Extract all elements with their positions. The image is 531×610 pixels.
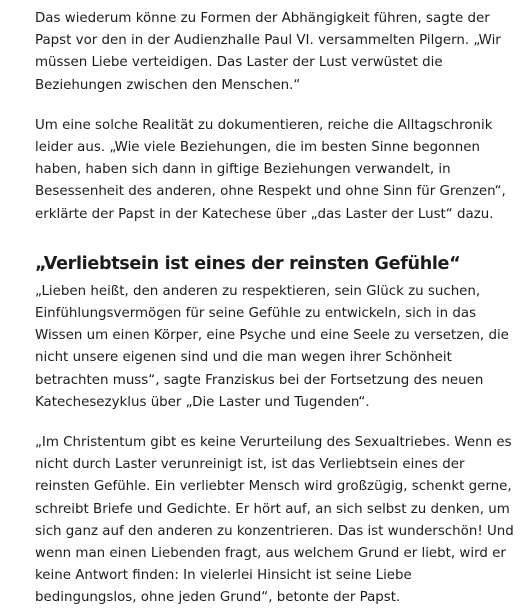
article-paragraph-4: „Im Christentum gibt es keine Verurteilung des Sexualtriebes. Wenn es nicht durch Laster verunreinigt ist, ist das Verliebtsein eines der reinsten Gefühle. Ein verliebter Mensch wird großzügig, schenkt gerne, schreibt Briefe und Gedichte. Er hört auf, an sich selbst zu denken, um sich ganz auf den anderen zu konzentrieren. Das ist wunderschön! Und wenn man einen Liebenden fragt, aus welchem Grund er liebt, wird er keine Antwort finden: In vielerlei Hinsicht ist seine Liebe bedingungslos, ohne jeden Grund“, betonte der Papst. xyxy=(35,435,514,606)
article-paragraph-1: Das wiederum könne zu Formen der Abhängigkeit führen, sagte der Papst vor den in der Audienzhalle Paul VI. versammelten Pilgern. „Wir müssen Liebe verteidigen. Das Laster der Lust verwüstet die Beziehungen zwischen den Menschen.“ xyxy=(35,11,501,93)
article-paragraph-2: Um eine solche Realität zu dokumentieren, reiche die Alltagschronik leider aus. „Wie viele Beziehungen, die im besten Sinne begonnen haben, haben sich dann in giftige Beziehungen verwandelt, in Besessenheit des anderen, ohne Respekt und ohne Sinn für Grenzen“, erklärte der Papst in der Katechese über „das Laster der Lust“ dazu. xyxy=(35,117,506,222)
section-heading: „Verliebtsein ist eines der reinsten Gefühle“ xyxy=(35,253,461,274)
article-paragraph-3: „Lieben heißt, den anderen zu respektieren, sein Glück zu suchen, Einfühlungsvermögen für seine Gefühle zu entwickeln, sich in das Wissen um einen Körper, eine Psyche und eine Seele zu versetzen, die nicht unsere eigenen sind und die man wegen ihrer Schönheit betrachten muss“, sagte Franziskus bei der Fortsetzung des neuen Katechesezyklus über „Die Laster und Tugenden“. xyxy=(35,283,509,410)
